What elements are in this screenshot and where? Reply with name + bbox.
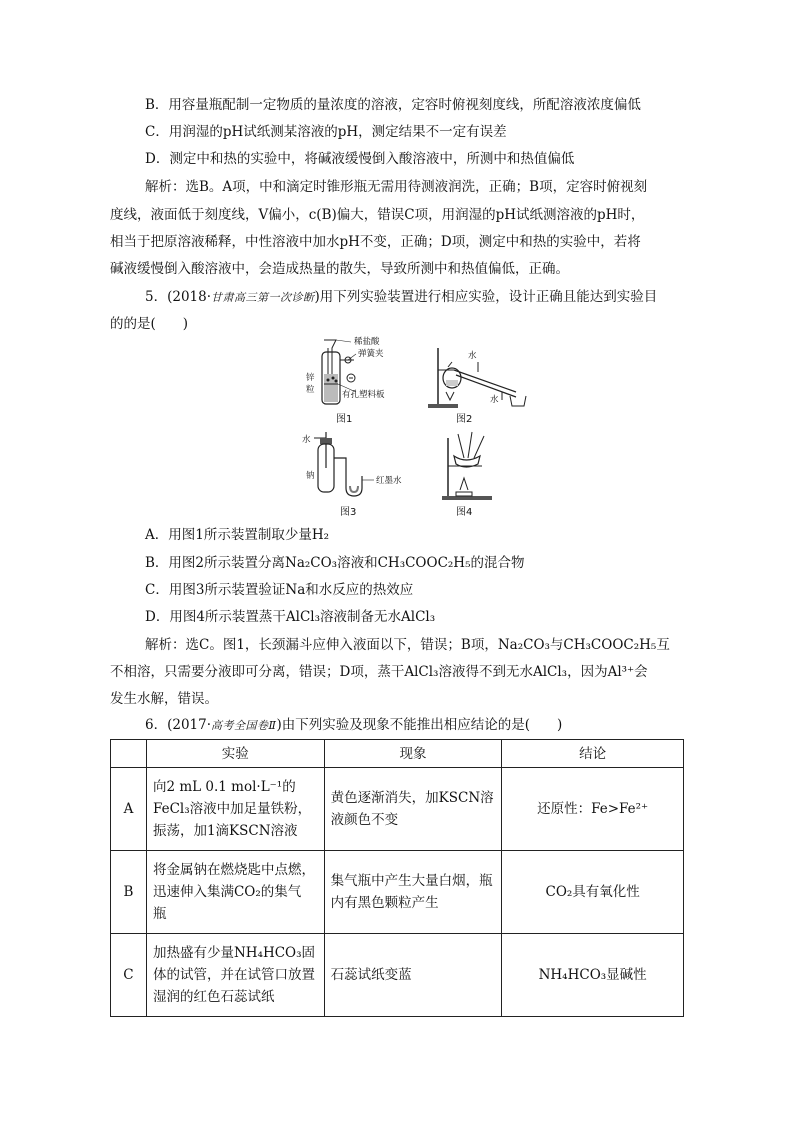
option-q4-b: B．用容量瓶配制一定物质的量浓度的溶液，定容时俯视刻度线，所配溶液浓度偏低 — [145, 97, 641, 113]
question-5-stem — [145, 287, 657, 308]
row-experiment-line: 体的试管，并在试管口放置 — [152, 967, 315, 984]
table-header-conclusion: 结论 — [502, 740, 684, 768]
fig1-label-clip: 弹簧夹 — [358, 349, 384, 359]
option-q5-b: B．用图2所示装置分离Na₂CO₃溶液和CH₃COOC₂H₅的混合物 — [145, 555, 525, 571]
table-header-experiment: 实验 — [146, 740, 324, 768]
analysis-q4-line-4: 碱液缓慢倒入酸溶液中，会造成热量的散失，导致所测中和热值偏低，正确。 — [110, 261, 569, 277]
fig3-label-sodium: 钠 — [306, 471, 315, 481]
table-header-phenomenon: 现象 — [324, 740, 502, 768]
row-label: B — [111, 851, 147, 934]
row-conclusion: CO₂具有氧化性 — [502, 851, 684, 934]
figure-3-caption: 图3 — [340, 507, 357, 518]
row-experiment — [146, 934, 324, 1017]
question-6-stem-rest: )由下列实验及现象不能推出相应结论的是( ) — [276, 717, 563, 733]
fig1-label-acid: 稀盐酸 — [354, 337, 380, 347]
fig3-label-water: 水 — [302, 435, 311, 445]
row-experiment-line: 加热盛有少量NH₄HCO₃固 — [152, 945, 316, 962]
row-phenomenon-line: 内有黑色颗粒产生 — [330, 895, 439, 912]
row-conclusion: 还原性：Fe>Fe²⁺ — [502, 768, 684, 851]
analysis-q5-line-1: 解析：选C。图1，长颈漏斗应伸入液面以下，错误；B项，Na₂CO₃与CH₃COOC₂H₅互 — [145, 637, 670, 653]
row-experiment — [146, 768, 324, 851]
row-experiment-line: 将金属钠在燃烧匙中点燃， — [152, 862, 315, 879]
row-phenomenon-line: 石蕊试纸变蓝 — [330, 967, 412, 984]
figure-1-apparatus — [296, 334, 406, 410]
question-6-prefix: 6．(2017· — [145, 717, 212, 733]
option-q5-c: C．用图3所示装置验证Na和水反应的热效应 — [145, 582, 414, 598]
option-q5-a: A．用图1所示装置制取少量H₂ — [145, 527, 330, 543]
question-6-stem — [145, 715, 562, 736]
option-q4-d: D．测定中和热的实验中，将碱液缓慢倒入酸溶液中，所测中和热值偏低 — [145, 151, 575, 167]
fig1-label-zinc-2: 粒 — [306, 385, 315, 395]
experiment-table — [110, 739, 684, 1017]
analysis-q4-line-3: 相当于把原溶液稀释，中性溶液中加水pH不变，正确；D项，测定中和热的实验中，若将 — [110, 234, 641, 250]
row-phenomenon — [324, 768, 502, 851]
table-row — [111, 851, 684, 934]
fig1-label-zinc-1: 锌 — [306, 373, 315, 383]
analysis-q4-line-1: 解析：选B。A项，中和滴定时锥形瓶无需用待测液润洗，正确；B项，定容时俯视刻 — [145, 179, 648, 195]
question-5-stem-rest: )用下列实验装置进行相应实验，设计正确且能达到实验目 — [314, 289, 658, 305]
figure-2-caption: 图2 — [456, 414, 473, 425]
figure-1-caption: 图1 — [336, 414, 353, 425]
option-q5-d: D．用图4所示装置蒸干AlCl₃溶液制备无水AlCl₃ — [145, 609, 436, 625]
fig2-label-water-out: 水 — [490, 395, 499, 405]
fig1-label-plate: 有孔塑料板 — [342, 390, 385, 400]
figure-4-apparatus — [438, 428, 498, 504]
table-header-blank — [111, 740, 147, 768]
row-phenomenon-line: 集气瓶中产生大量白烟，瓶 — [330, 873, 493, 890]
row-phenomenon — [324, 934, 502, 1017]
row-experiment-line: 向2 mL 0.1 mol·L⁻¹的 — [152, 779, 296, 796]
row-experiment-line: 湿润的红色石蕊试纸 — [152, 989, 275, 1006]
row-experiment-line: FeCl₃溶液中加足量铁粉， — [152, 801, 312, 818]
row-label: A — [111, 768, 147, 851]
figure-2-apparatus — [424, 340, 530, 412]
table-header-row — [111, 740, 684, 768]
table-row — [111, 768, 684, 851]
row-experiment-line: 迅速伸入集满CO₂的集气 — [152, 884, 302, 901]
figure-3-apparatus — [300, 428, 412, 504]
analysis-q5-line-2: 不相溶，只需要分液即可分离，错误；D项，蒸干AlCl₃溶液得不到无水AlCl₃，因为Al³⁺会 — [110, 664, 648, 680]
row-phenomenon — [324, 851, 502, 934]
row-experiment-line: 瓶 — [152, 906, 167, 923]
row-phenomenon-line: 黄色逐渐消失，加KSCN溶 — [330, 790, 494, 807]
question-6-source: 高考全国卷Ⅱ — [211, 719, 277, 732]
option-q4-c: C．用润湿的pH试纸测某溶液的pH，测定结果不一定有误差 — [145, 124, 507, 140]
fig3-label-red-ink: 红墨水 — [376, 476, 402, 486]
row-phenomenon-line: 液颜色不变 — [330, 812, 399, 829]
analysis-q5-line-3: 发生水解，错误。 — [110, 691, 218, 707]
question-5-prefix: 5．(2018· — [145, 289, 212, 305]
fig2-label-water-in: 水 — [468, 351, 477, 361]
row-label: C — [111, 934, 147, 1017]
question-5-source: 甘肃高三第一次诊断 — [211, 291, 315, 304]
analysis-q4-line-2: 度线，液面低于刻度线，V偏小，c(B)偏大，错误C项，用润湿的pH试纸测溶液的pH时， — [110, 207, 645, 223]
question-5-stem-line-2: 的的是( ) — [110, 316, 189, 332]
row-experiment — [146, 851, 324, 934]
row-conclusion: NH₄HCO₃显碱性 — [502, 934, 684, 1017]
figure-4-caption: 图4 — [456, 507, 473, 518]
row-experiment-line: 振荡，加1滴KSCN溶液 — [152, 823, 298, 840]
table-row — [111, 934, 684, 1017]
